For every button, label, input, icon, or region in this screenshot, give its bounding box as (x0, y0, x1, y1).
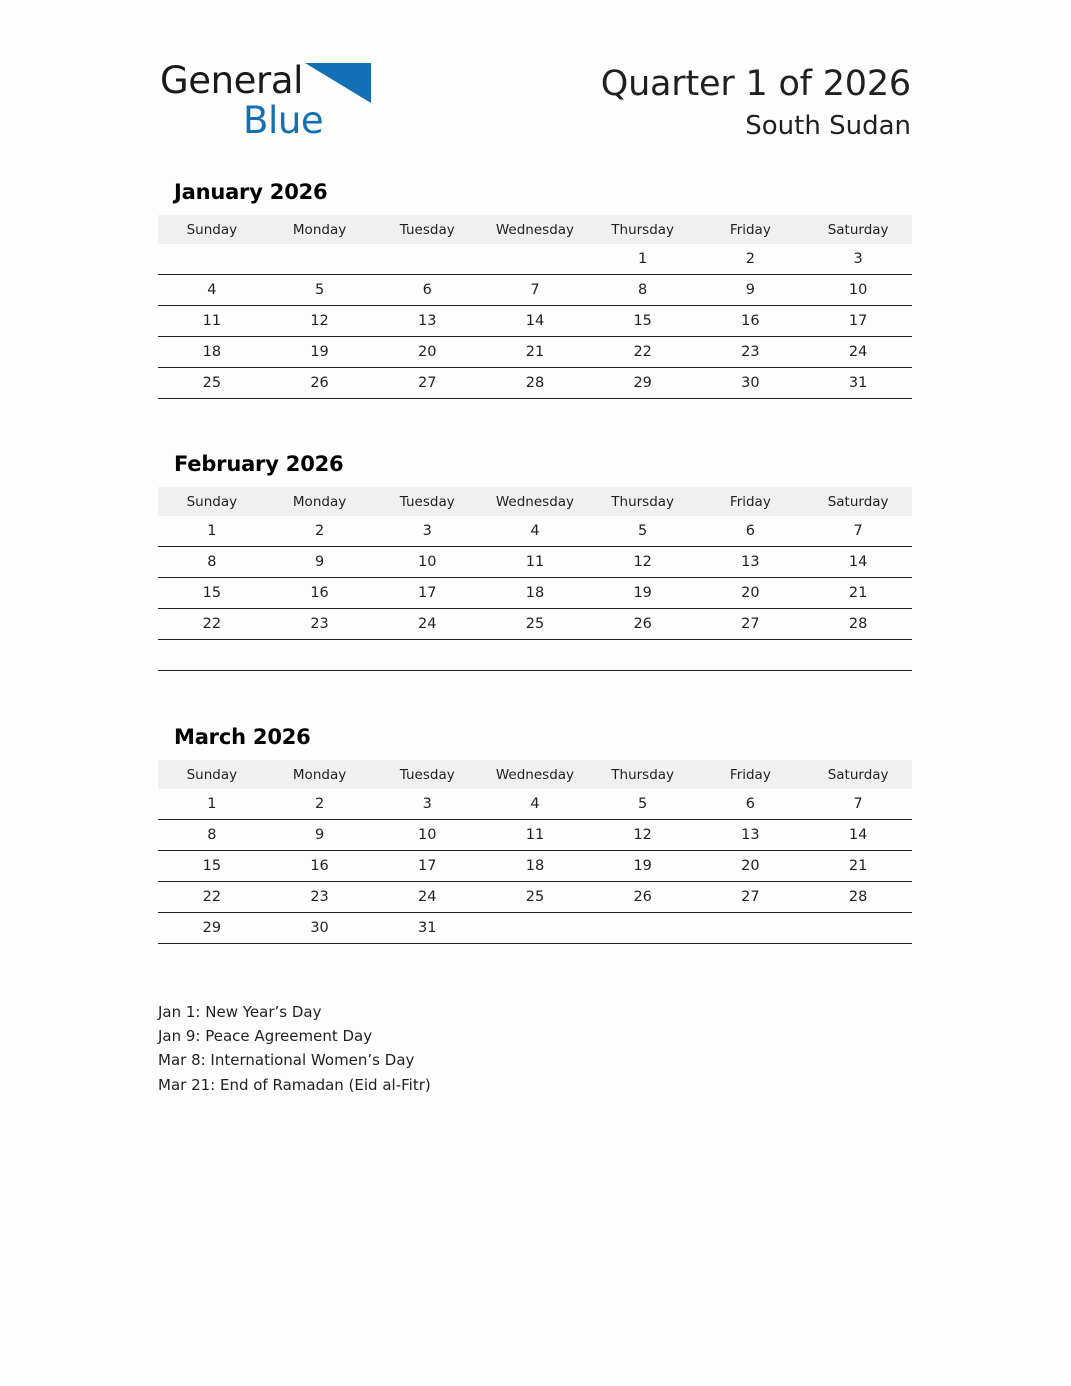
calendar-day[interactable]: 12 (589, 547, 697, 578)
calendar-day[interactable]: 24 (373, 882, 481, 913)
calendar-day[interactable]: 26 (266, 368, 374, 399)
calendar-day[interactable]: 30 (697, 368, 805, 399)
page-header (0, 0, 1071, 170)
holiday-legend-item: Jan 1: New Year’s Day (158, 1003, 322, 1021)
calendar-day[interactable]: 20 (697, 578, 805, 609)
calendar-day[interactable]: 2 (266, 789, 374, 820)
calendar-day[interactable]: 14 (804, 547, 912, 578)
calendar-day[interactable]: 11 (158, 306, 266, 337)
calendar-day[interactable]: 23 (266, 609, 374, 640)
weekday-header-wednesday: Wednesday (481, 215, 589, 244)
calendar-day[interactable]: 18 (481, 578, 589, 609)
calendar-day[interactable]: 31 (804, 368, 912, 399)
calendar-day[interactable]: 10 (373, 820, 481, 851)
month-block-march (158, 723, 912, 944)
calendar-week-row (158, 337, 912, 368)
calendar-cell-empty (697, 640, 805, 671)
logo-general-text: General (160, 59, 304, 102)
calendar-day[interactable]: 24 (804, 337, 912, 368)
weekday-header-friday: Friday (697, 760, 805, 789)
calendar-day[interactable]: 11 (481, 820, 589, 851)
month-title: February 2026 (174, 452, 344, 476)
calendar-cell-empty (158, 244, 266, 275)
calendar-day[interactable]: 20 (697, 851, 805, 882)
calendar-day[interactable]: 4 (481, 516, 589, 547)
calendar-body (158, 789, 912, 944)
calendar-day[interactable]: 21 (804, 578, 912, 609)
weekday-header-saturday: Saturday (804, 215, 912, 244)
calendar-day[interactable]: 16 (266, 578, 374, 609)
calendar-week-row (158, 547, 912, 578)
calendar-day[interactable]: 6 (697, 516, 805, 547)
calendar-day[interactable]: 23 (266, 882, 374, 913)
calendar-day[interactable]: 7 (804, 516, 912, 547)
calendar-day[interactable]: 14 (481, 306, 589, 337)
calendar-day[interactable]: 29 (158, 913, 266, 944)
calendar-cell-empty (158, 640, 266, 671)
calendar-day[interactable]: 27 (697, 609, 805, 640)
calendar-day[interactable]: 17 (373, 578, 481, 609)
calendar-day[interactable]: 8 (158, 547, 266, 578)
calendar-day[interactable]: 22 (158, 609, 266, 640)
logo-blue-text: Blue (243, 99, 324, 142)
calendar-cell-empty (481, 244, 589, 275)
calendar-day[interactable]: 12 (266, 306, 374, 337)
calendar-day[interactable]: 8 (589, 275, 697, 306)
calendar-day[interactable]: 4 (481, 789, 589, 820)
calendar-day[interactable]: 29 (589, 368, 697, 399)
calendar-cell-empty (697, 913, 805, 944)
calendar-week-row (158, 368, 912, 399)
month-block-february (158, 450, 912, 671)
weekday-header-friday: Friday (697, 215, 805, 244)
calendar-day[interactable]: 19 (589, 851, 697, 882)
calendar-week-row (158, 609, 912, 640)
brand-logo[interactable] (160, 60, 480, 150)
calendar-day[interactable]: 20 (373, 337, 481, 368)
weekday-header-thursday: Thursday (589, 215, 697, 244)
weekday-header-wednesday: Wednesday (481, 760, 589, 789)
title-block (601, 62, 911, 144)
calendar-day[interactable]: 18 (481, 851, 589, 882)
calendar-day[interactable]: 5 (589, 516, 697, 547)
calendar-table-february (158, 487, 912, 671)
calendar-cell-empty (481, 913, 589, 944)
calendar-week-row (158, 244, 912, 275)
calendar-day[interactable]: 28 (804, 609, 912, 640)
calendar-day-holiday[interactable]: 8 (158, 820, 266, 851)
holiday-legend-item: Jan 9: Peace Agreement Day (158, 1027, 373, 1046)
weekday-header-saturday: Saturday (804, 760, 912, 789)
calendar-day[interactable]: 2 (266, 516, 374, 547)
month-title: January 2026 (174, 180, 328, 204)
calendar-day[interactable]: 22 (589, 337, 697, 368)
calendar-day[interactable]: 17 (373, 851, 481, 882)
weekday-header-friday: Friday (697, 487, 805, 516)
calendar-day[interactable]: 1 (158, 516, 266, 547)
calendar-day[interactable]: 2 (697, 244, 805, 275)
calendar-day[interactable]: 21 (481, 337, 589, 368)
weekday-header-sunday: Sunday (158, 487, 266, 516)
calendar-day[interactable]: 23 (697, 337, 805, 368)
calendar-day[interactable]: 7 (804, 789, 912, 820)
calendar-day[interactable]: 3 (804, 244, 912, 275)
calendar-day-holiday[interactable]: 21 (804, 851, 912, 882)
weekday-header-wednesday: Wednesday (481, 487, 589, 516)
calendar-day[interactable]: 19 (266, 337, 374, 368)
calendar-day[interactable]: 16 (266, 851, 374, 882)
calendar-week-row (158, 820, 912, 851)
weekday-header-monday: Monday (266, 760, 374, 789)
calendar-week-row (158, 851, 912, 882)
weekday-header-tuesday: Tuesday (373, 215, 481, 244)
calendar-day[interactable]: 13 (697, 820, 805, 851)
calendar-cell-empty (266, 640, 374, 671)
page-subtitle: South Sudan (745, 111, 911, 141)
calendar-week-row (158, 640, 912, 671)
calendar-day[interactable]: 28 (804, 882, 912, 913)
weekday-header-thursday: Thursday (589, 760, 697, 789)
calendar-day[interactable]: 10 (373, 547, 481, 578)
calendar-day[interactable]: 6 (373, 275, 481, 306)
calendar-day[interactable]: 9 (266, 547, 374, 578)
calendar-day[interactable]: 13 (373, 306, 481, 337)
calendar-day[interactable]: 5 (266, 275, 374, 306)
weekday-header-tuesday: Tuesday (373, 760, 481, 789)
triangle-icon (305, 63, 371, 103)
holiday-legend-list (158, 1000, 858, 1097)
calendar-body (158, 244, 912, 399)
calendar-day[interactable]: 31 (373, 913, 481, 944)
calendar-day[interactable]: 6 (697, 789, 805, 820)
calendar-day[interactable]: 28 (481, 368, 589, 399)
calendar-day[interactable]: 3 (373, 516, 481, 547)
calendar-day-holiday[interactable]: 1 (589, 244, 697, 275)
calendar-day[interactable]: 25 (481, 609, 589, 640)
calendar-day[interactable]: 5 (589, 789, 697, 820)
calendar-day[interactable]: 19 (589, 578, 697, 609)
calendar-cell-empty (589, 913, 697, 944)
calendar-day[interactable]: 17 (804, 306, 912, 337)
calendar-cell-empty (266, 244, 374, 275)
weekday-header-sunday: Sunday (158, 215, 266, 244)
calendar-day[interactable]: 12 (589, 820, 697, 851)
calendar-day[interactable]: 27 (697, 882, 805, 913)
weekday-header-thursday: Thursday (589, 487, 697, 516)
calendar-day[interactable]: 25 (481, 882, 589, 913)
calendar-day[interactable]: 24 (373, 609, 481, 640)
logo-top-row (160, 60, 371, 104)
calendar-cell-empty (589, 640, 697, 671)
calendar-cell-empty (481, 640, 589, 671)
calendar-week-row (158, 306, 912, 337)
calendar-day[interactable]: 11 (481, 547, 589, 578)
calendar-week-row (158, 882, 912, 913)
calendar-week-row (158, 578, 912, 609)
calendar-day[interactable]: 26 (589, 609, 697, 640)
calendar-day[interactable]: 10 (804, 275, 912, 306)
calendar-cell-empty (373, 640, 481, 671)
calendar-cell-empty (804, 640, 912, 671)
calendar-body (158, 516, 912, 671)
calendar-day[interactable]: 30 (266, 913, 374, 944)
calendar-day[interactable]: 13 (697, 547, 805, 578)
logo-bottom-row (243, 100, 323, 142)
calendar-table-march (158, 760, 912, 944)
calendar-day[interactable]: 9 (266, 820, 374, 851)
calendar-cell-empty (373, 244, 481, 275)
calendar-day[interactable]: 15 (158, 578, 266, 609)
calendar-week-row (158, 913, 912, 944)
calendar-table-january (158, 215, 912, 399)
month-block-january (158, 178, 912, 399)
calendar-day[interactable]: 14 (804, 820, 912, 851)
calendar-day[interactable]: 27 (373, 368, 481, 399)
weekday-header-sunday: Sunday (158, 760, 266, 789)
calendar-day[interactable]: 26 (589, 882, 697, 913)
calendar-day[interactable]: 1 (158, 789, 266, 820)
calendar-header-row (158, 215, 912, 244)
weekday-header-monday: Monday (266, 487, 374, 516)
calendar-week-row (158, 516, 912, 547)
month-title: March 2026 (174, 725, 311, 749)
calendar-week-row (158, 789, 912, 820)
calendar-day[interactable]: 16 (697, 306, 805, 337)
calendar-week-row (158, 275, 912, 306)
weekday-header-saturday: Saturday (804, 487, 912, 516)
holiday-legend-item: Mar 21: End of Ramadan (Eid al-Fitr) (158, 1075, 431, 1094)
weekday-header-tuesday: Tuesday (373, 487, 481, 516)
calendar-day[interactable]: 15 (158, 851, 266, 882)
calendar-cell-empty (804, 913, 912, 944)
weekday-header-monday: Monday (266, 215, 374, 244)
page-title: Quarter 1 of 2026 (600, 64, 911, 104)
calendar-day[interactable]: 22 (158, 882, 266, 913)
calendar-day[interactable]: 7 (481, 275, 589, 306)
holiday-legend-item: Mar 8: International Women’s Day (158, 1051, 415, 1070)
calendar-day-holiday[interactable]: 9 (697, 275, 805, 306)
calendar-day[interactable]: 18 (158, 337, 266, 368)
calendar-day[interactable]: 3 (373, 789, 481, 820)
calendar-day[interactable]: 25 (158, 368, 266, 399)
calendar-day[interactable]: 15 (589, 306, 697, 337)
calendar-day[interactable]: 4 (158, 275, 266, 306)
calendar-header-row (158, 760, 912, 789)
calendar-header-row (158, 487, 912, 516)
